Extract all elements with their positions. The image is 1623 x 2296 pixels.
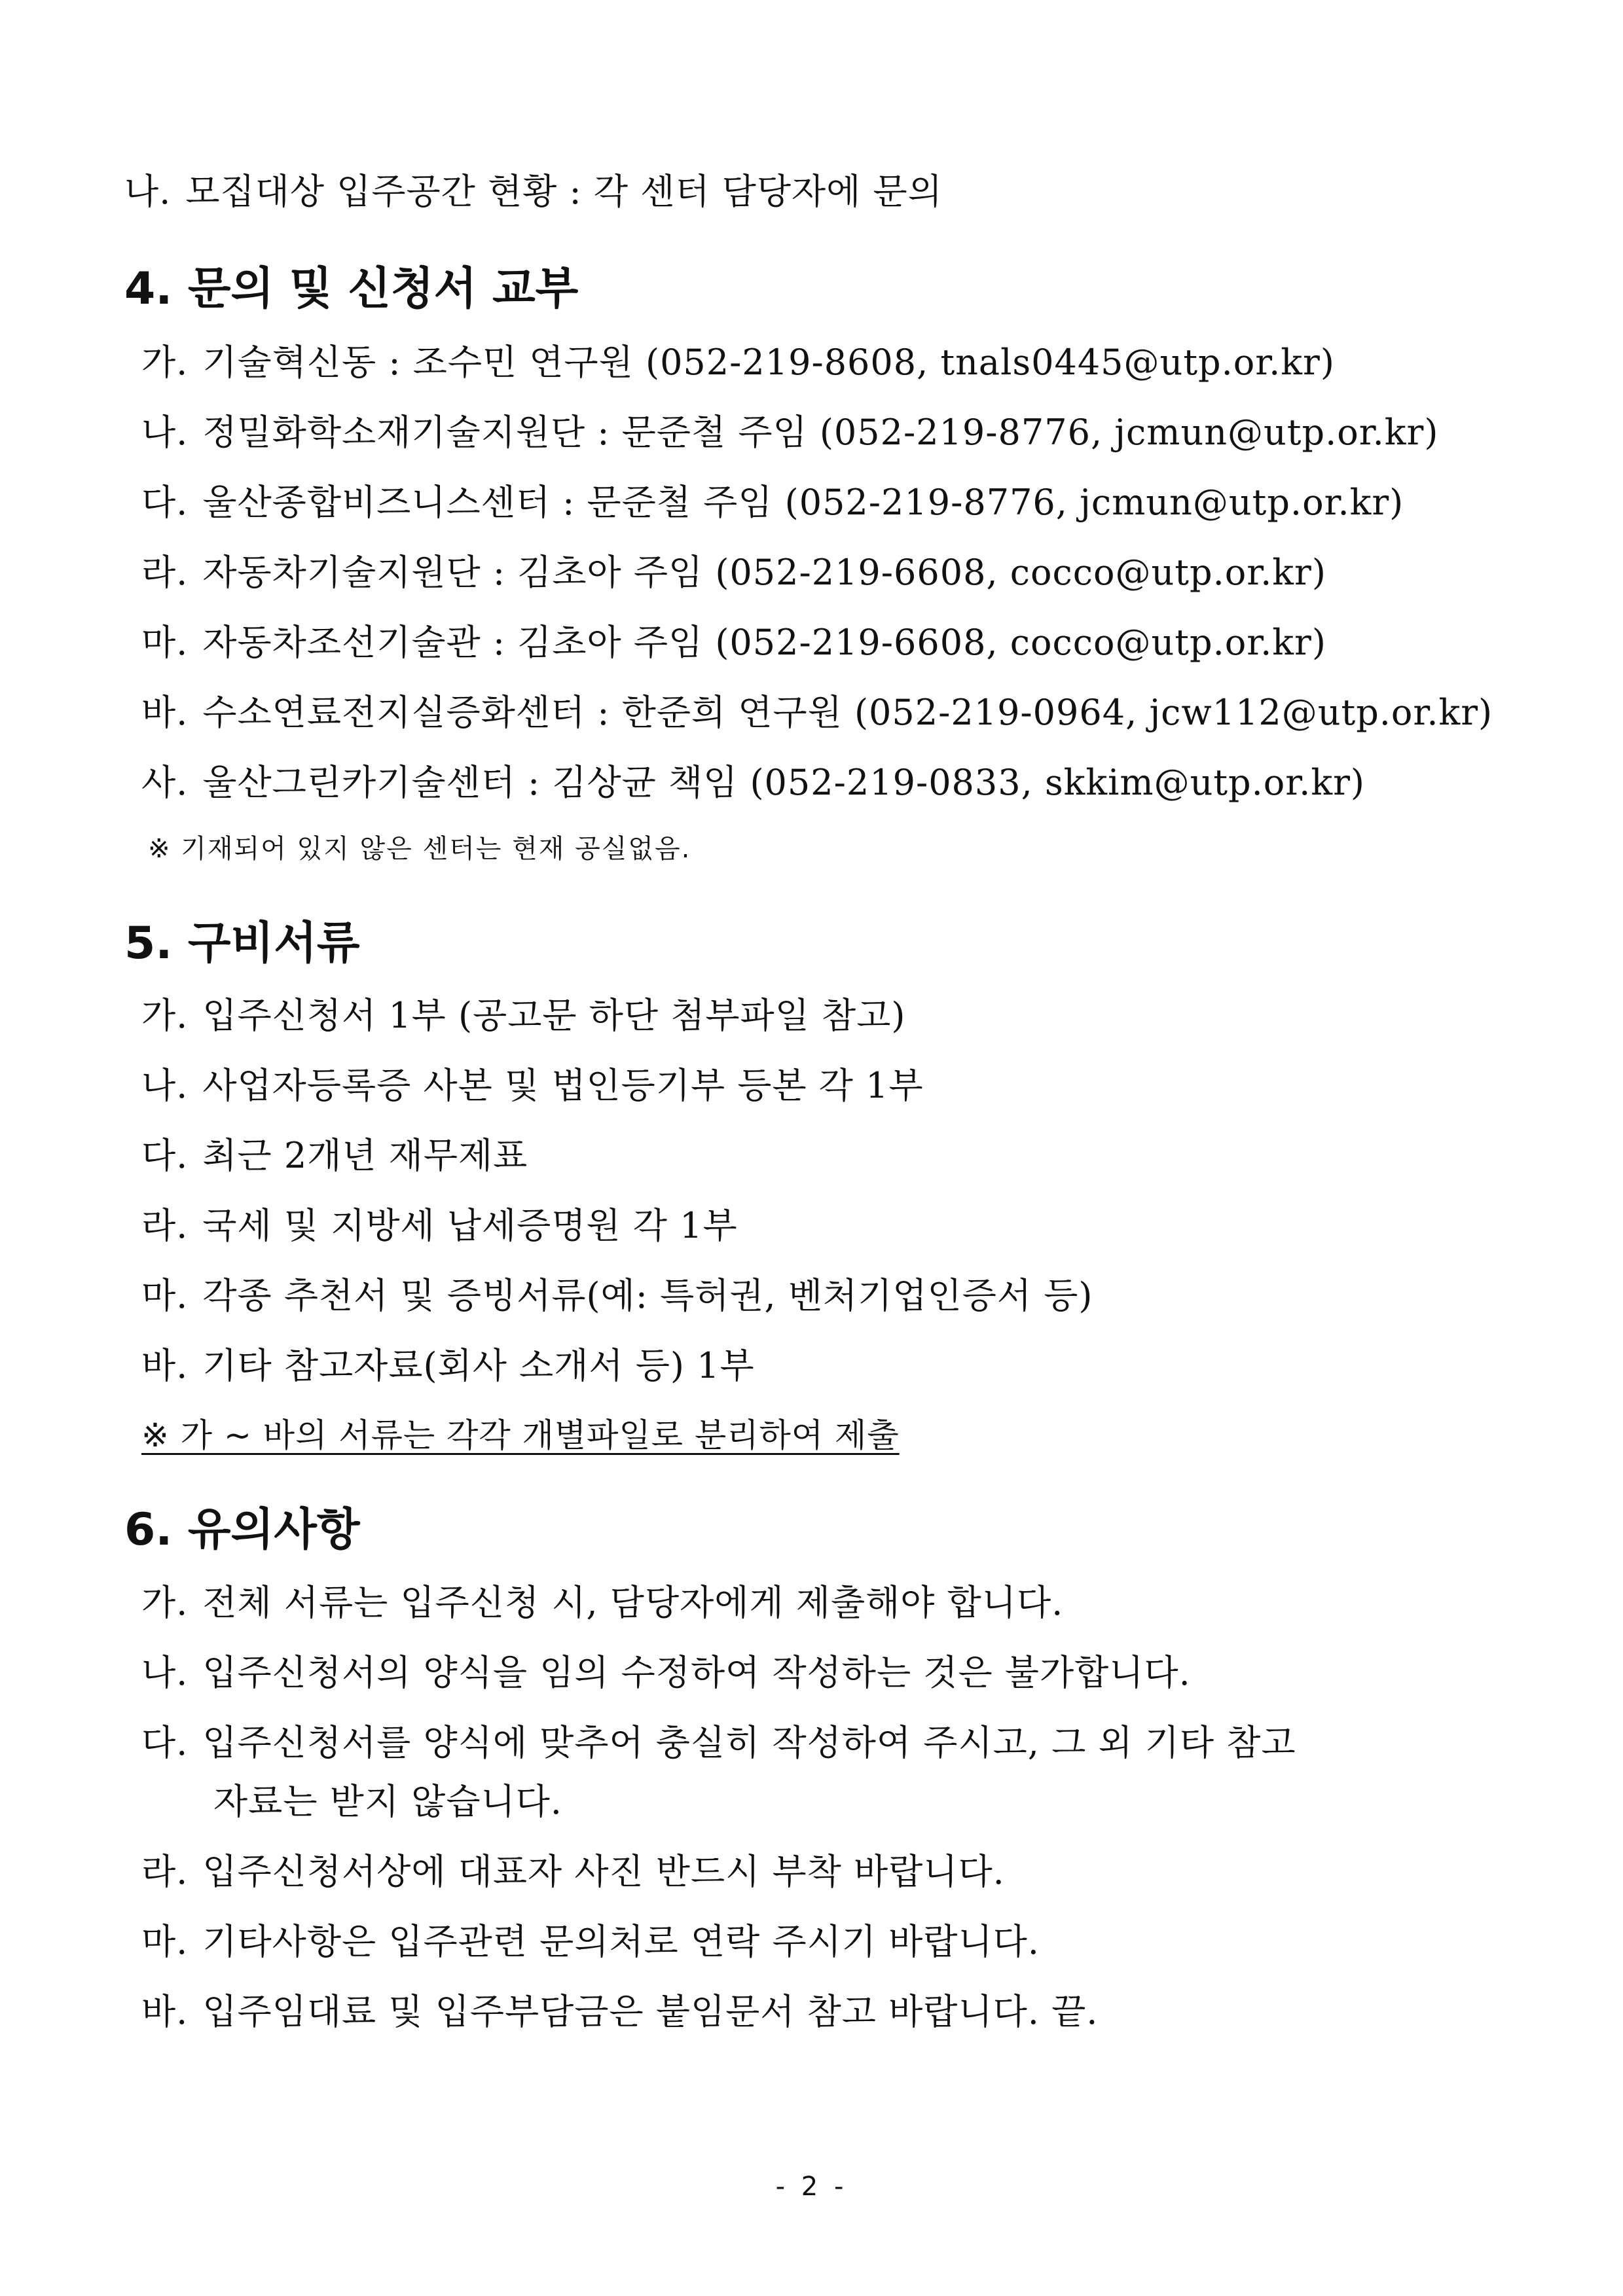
item-marker: 다. [141,482,189,523]
item-marker: 바. [141,692,189,733]
intro-marker: 나. [124,171,172,212]
section4-item [141,412,1439,453]
item-text: 국세 및 지방세 납세증명원 각 1부 [202,1205,738,1246]
item-text: 전체 서류는 입주신청 시, 담당자에게 제출해야 합니다. [202,1582,1064,1623]
item-text: 정밀화학소재기술지원단 : 문준철 주임 (052-219-8776, jcmun@utp.or.kr) [202,412,1439,453]
section6-item [141,1582,1064,1623]
item-marker: 나. [141,412,189,453]
item-marker: 마. [141,1275,189,1316]
section4-title: 4. 문의 및 신청서 교부 [124,263,579,315]
item-marker: 가. [141,1582,189,1623]
item-marker: 가. [141,342,189,383]
item-marker: 바. [141,1991,189,2032]
item-text: 기술혁신동 : 조수민 연구원 (052-219-8608, tnals0445@utp.or.kr) [202,342,1335,383]
item-text: 울산그린카기술센터 : 김상균 책임 (052-219-0833, skkim@utp.or.kr) [202,762,1365,803]
item-marker: 다. [141,1722,189,1763]
section4-item [141,342,1335,383]
item-text: 자동차조선기술관 : 김초아 주임 (052-219-6608, cocco@utp.or.kr) [202,622,1326,663]
item-marker: 사. [141,762,189,803]
section4-item [141,552,1326,593]
item-text: 수소연료전지실증화센터 : 한준희 연구원 (052-219-0964, jcw112@utp.or.kr) [202,692,1493,733]
item-marker: 마. [141,622,189,663]
item-text: 입주신청서상에 대표자 사진 반드시 부착 바랍니다. [202,1851,1005,1892]
section5-item [141,995,906,1036]
item-text: 입주신청서를 양식에 맞추어 충실히 작성하여 주시고, 그 외 기타 참고 [202,1722,1296,1763]
intro-text: 모집대상 입주공간 현황 : 각 센터 담당자에 문의 [185,171,943,212]
section6-title: 6. 유의사항 [124,1504,360,1556]
item-marker: 나. [141,1065,189,1106]
section4-item [141,762,1365,803]
item-text: 울산종합비즈니스센터 : 문준철 주임 (052-219-8776, jcmun@utp.or.kr) [202,482,1404,523]
section4-item [141,692,1493,733]
item-text: 입주신청서의 양식을 임의 수정하여 작성하는 것은 불가합니다. [202,1652,1191,1693]
section5-item [141,1345,755,1386]
item-marker: 마. [141,1921,189,1962]
section6-item [141,1991,1099,2032]
section4-item [141,482,1404,523]
item-continuation: 자료는 받지 않습니다. [213,1781,562,1822]
section5-item [141,1135,528,1176]
section5-item [141,1275,1093,1316]
section5-item [141,1205,738,1246]
section6-item [141,1652,1191,1693]
item-text: 각종 추천서 및 증빙서류(예: 특허권, 벤처기업인증서 등) [202,1275,1093,1316]
item-marker: 바. [141,1345,189,1386]
item-text: 기타사항은 입주관련 문의처로 연락 주시기 바랍니다. [202,1921,1040,1962]
item-text: 사업자등록증 사본 및 법인등기부 등본 각 1부 [202,1065,924,1106]
item-marker: 다. [141,1135,189,1176]
item-text: 입주임대료 및 입주부담금은 붙임문서 참고 바랍니다. 끝. [202,1991,1099,2032]
item-text: 입주신청서 1부 (공고문 하단 첨부파일 참고) [202,995,906,1036]
item-marker: 라. [141,1205,189,1246]
section6-item [141,1851,1005,1892]
section5-title: 5. 구비서류 [124,918,360,969]
section6-item [141,1921,1040,1962]
item-marker: 라. [141,1851,189,1892]
item-text: 기타 참고자료(회사 소개서 등) 1부 [202,1345,755,1386]
page-number: - 2 - [775,2172,848,2202]
section4-note: ※ 기재되어 있지 않은 센터는 현재 공실없음. [148,834,691,864]
item-marker: 나. [141,1652,189,1693]
item-text: 자동차기술지원단 : 김초아 주임 (052-219-6608, cocco@utp.or.kr) [202,552,1326,593]
item-text: 최근 2개년 재무제표 [202,1135,528,1176]
item-marker: 가. [141,995,189,1036]
section5-item [141,1065,924,1106]
section6-item [141,1722,1296,1763]
item-marker: 라. [141,552,189,593]
section5-note: ※ 가 ~ 바의 서류는 각각 개별파일로 분리하여 제출 [141,1416,900,1454]
section4-item [141,622,1326,663]
intro-line [124,171,943,212]
